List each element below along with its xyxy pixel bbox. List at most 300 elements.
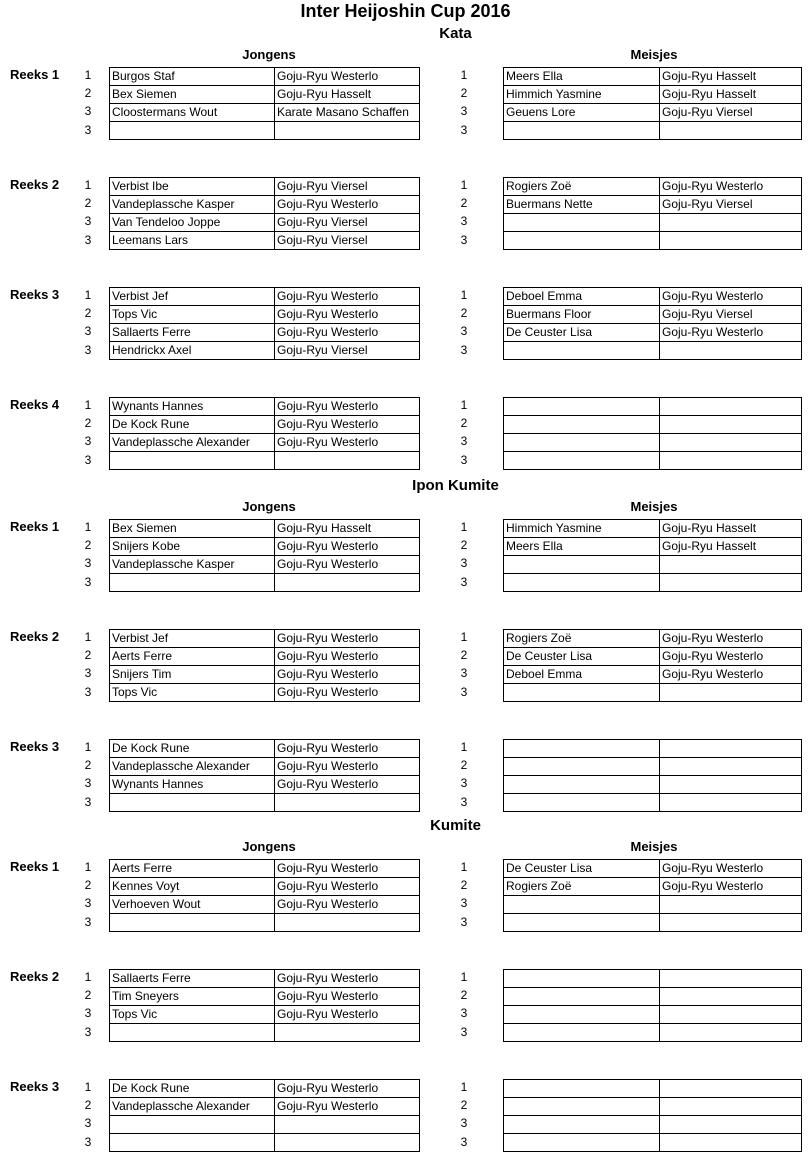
girls-rank-number: 3: [460, 666, 468, 681]
club-name: [275, 914, 420, 932]
club-name: Goju-Ryu Westerlo: [275, 416, 420, 434]
table-row: [110, 68, 420, 86]
girls-rank-number: 3: [460, 324, 468, 339]
club-name: Goju-Ryu Westerlo: [275, 648, 420, 666]
competitor-name: Cloostermans Wout: [110, 104, 275, 122]
table-row: [110, 684, 420, 702]
boys-rank-number: 2: [84, 1098, 92, 1113]
competitor-name: Wynants Hannes: [110, 398, 275, 416]
club-name: [660, 1024, 802, 1042]
table-row: [504, 970, 802, 988]
boys-rank-number: 3: [84, 214, 92, 229]
boys-rank-number: 3: [84, 896, 92, 911]
table-row: [504, 684, 802, 702]
table-row: [110, 342, 420, 360]
club-name: [660, 416, 802, 434]
competitor-name: Sallaerts Ferre: [110, 970, 275, 988]
table-row: [110, 434, 420, 452]
club-name: Goju-Ryu Westerlo: [275, 398, 420, 416]
boys-rank-number: 2: [84, 538, 92, 553]
girls-results-table: [503, 859, 802, 932]
reeks-label: Reeks 3: [10, 287, 60, 302]
club-name: Goju-Ryu Westerlo: [275, 758, 420, 776]
club-name: [275, 574, 420, 592]
boys-rank-number: 3: [84, 556, 92, 571]
table-row: [110, 648, 420, 666]
girls-label: Meisjes: [630, 499, 678, 514]
table-row: [110, 988, 420, 1006]
club-name: Goju-Ryu Viersel: [275, 232, 420, 250]
boys-rank-number: 1: [84, 520, 92, 534]
table-row: [504, 520, 802, 538]
competitor-name: Tops Vic: [110, 306, 275, 324]
table-row: [110, 538, 420, 556]
girls-rank-number: 3: [460, 104, 468, 119]
table-row: [504, 288, 802, 306]
club-name: Goju-Ryu Westerlo: [275, 1098, 420, 1116]
club-name: Goju-Ryu Westerlo: [660, 324, 802, 342]
girls-rank-number: 3: [460, 1134, 468, 1149]
boys-results-table: [109, 859, 420, 932]
boys-rank-number: 3: [84, 324, 92, 339]
table-row: [110, 896, 420, 914]
club-name: Goju-Ryu Hasselt: [660, 86, 802, 104]
competitor-name: [504, 342, 660, 360]
competitor-name: Verbist Ibe: [110, 178, 275, 196]
boys-label: Jongens: [242, 839, 296, 854]
table-row: [504, 860, 802, 878]
boys-rank-number: 3: [84, 452, 92, 467]
girls-rank-number: 3: [460, 1116, 468, 1131]
table-row: [504, 1024, 802, 1042]
club-name: [660, 1098, 802, 1116]
girls-rank-number: 1: [460, 1080, 468, 1094]
table-row: [504, 196, 802, 214]
club-name: [660, 794, 802, 812]
club-name: [660, 776, 802, 794]
club-name: Goju-Ryu Hasselt: [275, 520, 420, 538]
club-name: [275, 1024, 420, 1042]
club-name: [275, 122, 420, 140]
table-row: [504, 914, 802, 932]
club-name: Goju-Ryu Viersel: [660, 104, 802, 122]
competitor-name: [110, 574, 275, 592]
table-row: [504, 452, 802, 470]
boys-rank-number: 3: [84, 342, 92, 357]
competitor-name: De Ceuster Lisa: [504, 860, 660, 878]
boys-rank-number: 3: [84, 232, 92, 247]
girls-rank-number: 1: [460, 860, 468, 874]
table-row: [110, 970, 420, 988]
table-row: [504, 86, 802, 104]
boys-rank-number: 1: [84, 178, 92, 192]
table-row: [110, 1024, 420, 1042]
page-title: Inter Heijoshin Cup 2016: [300, 1, 511, 21]
club-name: Goju-Ryu Westerlo: [660, 648, 802, 666]
table-row: [504, 1134, 802, 1152]
competitor-name: Buermans Floor: [504, 306, 660, 324]
boys-label: Jongens: [242, 47, 296, 62]
boys-rank-number: 1: [84, 630, 92, 644]
boys-rank-number: 1: [84, 1080, 92, 1094]
club-name: [660, 914, 802, 932]
girls-rank-number: 2: [460, 196, 468, 211]
club-name: [660, 758, 802, 776]
competitor-name: [504, 914, 660, 932]
club-name: Goju-Ryu Hasselt: [275, 86, 420, 104]
competitor-name: [504, 1134, 660, 1152]
girls-rank-number: 3: [460, 232, 468, 247]
competitor-name: Kennes Voyt: [110, 878, 275, 896]
club-name: [660, 1080, 802, 1098]
club-name: Goju-Ryu Westerlo: [660, 666, 802, 684]
table-row: [504, 878, 802, 896]
girls-rank-number: 2: [460, 648, 468, 663]
girls-rank-number: 3: [460, 684, 468, 699]
table-row: [504, 740, 802, 758]
club-name: Goju-Ryu Westerlo: [275, 776, 420, 794]
club-name: [660, 988, 802, 1006]
club-name: Goju-Ryu Westerlo: [275, 434, 420, 452]
club-name: [660, 970, 802, 988]
table-row: [110, 740, 420, 758]
competitor-name: Sallaerts Ferre: [110, 324, 275, 342]
table-row: [504, 178, 802, 196]
competitor-name: Himmich Yasmine: [504, 520, 660, 538]
reeks-label: Reeks 1: [10, 519, 60, 534]
boys-rank-number: 1: [84, 68, 92, 82]
table-row: [504, 648, 802, 666]
girls-rank-number: 3: [460, 214, 468, 229]
club-name: Goju-Ryu Westerlo: [275, 306, 420, 324]
club-name: Goju-Ryu Westerlo: [275, 666, 420, 684]
table-row: [504, 1098, 802, 1116]
table-row: [504, 896, 802, 914]
boys-rank-number: 2: [84, 878, 92, 893]
boys-results-table: [109, 969, 420, 1042]
competitor-name: Van Tendeloo Joppe: [110, 214, 275, 232]
competitor-name: [504, 776, 660, 794]
girls-results-table: [503, 397, 802, 470]
table-row: [504, 556, 802, 574]
table-row: [504, 232, 802, 250]
competitor-name: [504, 758, 660, 776]
boys-results-table: [109, 287, 420, 360]
competitor-name: [504, 574, 660, 592]
table-row: [110, 758, 420, 776]
club-name: Goju-Ryu Westerlo: [660, 630, 802, 648]
table-row: [504, 538, 802, 556]
table-row: [110, 1134, 420, 1152]
boys-rank-number: 1: [84, 860, 92, 874]
club-name: Goju-Ryu Westerlo: [275, 896, 420, 914]
table-row: [504, 68, 802, 86]
competitor-name: De Ceuster Lisa: [504, 324, 660, 342]
club-name: Goju-Ryu Westerlo: [275, 878, 420, 896]
competitor-name: Wynants Hannes: [110, 776, 275, 794]
competitor-name: [110, 452, 275, 470]
club-name: [660, 342, 802, 360]
competitor-name: Burgos Staf: [110, 68, 275, 86]
club-name: Goju-Ryu Viersel: [275, 178, 420, 196]
club-name: Goju-Ryu Westerlo: [275, 196, 420, 214]
boys-rank-number: 2: [84, 306, 92, 321]
boys-rank-number: 1: [84, 288, 92, 302]
girls-rank-number: 3: [460, 914, 468, 929]
table-row: [504, 988, 802, 1006]
reeks-label: Reeks 1: [10, 67, 60, 82]
club-name: [660, 1006, 802, 1024]
competitor-name: De Kock Rune: [110, 416, 275, 434]
girls-rank-number: 1: [460, 398, 468, 412]
boys-rank-number: 3: [84, 1134, 92, 1149]
table-row: [504, 794, 802, 812]
club-name: Goju-Ryu Viersel: [275, 214, 420, 232]
competitor-name: Tim Sneyers: [110, 988, 275, 1006]
girls-rank-number: 2: [460, 988, 468, 1003]
reeks-label: Reeks 3: [10, 739, 60, 754]
competitor-name: [504, 794, 660, 812]
competitor-name: Aerts Ferre: [110, 860, 275, 878]
club-name: [660, 684, 802, 702]
table-row: [504, 342, 802, 360]
competitor-name: Rogiers Zoë: [504, 878, 660, 896]
table-row: [110, 794, 420, 812]
club-name: Goju-Ryu Westerlo: [275, 684, 420, 702]
girls-results-table: [503, 177, 802, 250]
table-row: [110, 1098, 420, 1116]
club-name: Goju-Ryu Westerlo: [275, 740, 420, 758]
boys-rank-number: 1: [84, 398, 92, 412]
competitor-name: Verbist Jef: [110, 288, 275, 306]
table-row: [504, 666, 802, 684]
competitor-name: Tops Vic: [110, 1006, 275, 1024]
girls-label: Meisjes: [630, 839, 678, 854]
club-name: Goju-Ryu Westerlo: [275, 556, 420, 574]
boys-rank-number: 3: [84, 434, 92, 449]
club-name: Goju-Ryu Westerlo: [275, 630, 420, 648]
table-row: [110, 1006, 420, 1024]
competitor-name: [504, 452, 660, 470]
competitor-name: Vandeplassche Alexander: [110, 1098, 275, 1116]
girls-rank-number: 3: [460, 776, 468, 791]
girls-rank-number: 3: [460, 896, 468, 911]
boys-label: Jongens: [242, 499, 296, 514]
table-row: [110, 914, 420, 932]
club-name: Goju-Ryu Westerlo: [275, 1080, 420, 1098]
competitor-name: Bex Siemen: [110, 86, 275, 104]
competitor-name: [110, 1024, 275, 1042]
boys-rank-number: 2: [84, 416, 92, 431]
girls-rank-number: 2: [460, 306, 468, 321]
table-row: [110, 86, 420, 104]
girls-label: Meisjes: [630, 47, 678, 62]
girls-rank-number: 2: [460, 86, 468, 101]
club-name: Karate Masano Schaffen: [275, 104, 420, 122]
table-row: [504, 776, 802, 794]
girls-rank-number: 2: [460, 878, 468, 893]
girls-rank-number: 3: [460, 122, 468, 137]
club-name: Goju-Ryu Westerlo: [275, 970, 420, 988]
club-name: [275, 452, 420, 470]
club-name: Goju-Ryu Westerlo: [660, 288, 802, 306]
girls-rank-number: 3: [460, 556, 468, 571]
girls-results-table: [503, 969, 802, 1042]
table-row: [110, 232, 420, 250]
competitor-name: [504, 1098, 660, 1116]
reeks-label: Reeks 2: [10, 969, 60, 984]
boys-rank-number: 2: [84, 758, 92, 773]
club-name: [660, 232, 802, 250]
girls-results-table: [503, 1079, 802, 1152]
table-row: [110, 878, 420, 896]
competitor-name: Aerts Ferre: [110, 648, 275, 666]
table-row: [110, 178, 420, 196]
boys-rank-number: 3: [84, 776, 92, 791]
girls-rank-number: 2: [460, 1098, 468, 1113]
competitor-name: Vandeplassche Alexander: [110, 434, 275, 452]
club-name: Goju-Ryu Hasselt: [660, 520, 802, 538]
table-row: [504, 306, 802, 324]
competitor-name: Hendrickx Axel: [110, 342, 275, 360]
club-name: [660, 740, 802, 758]
boys-results-table: [109, 629, 420, 702]
competitor-name: Leemans Lars: [110, 232, 275, 250]
boys-results-table: [109, 67, 420, 140]
competitor-name: De Kock Rune: [110, 740, 275, 758]
section-title: Ipon Kumite: [412, 477, 499, 494]
club-name: Goju-Ryu Hasselt: [660, 538, 802, 556]
table-row: [504, 630, 802, 648]
boys-results-table: [109, 739, 420, 812]
table-row: [110, 630, 420, 648]
club-name: Goju-Ryu Westerlo: [275, 324, 420, 342]
competitor-name: [504, 232, 660, 250]
competitor-name: [504, 556, 660, 574]
competitor-name: [110, 122, 275, 140]
table-row: [504, 324, 802, 342]
reeks-label: Reeks 2: [10, 177, 60, 192]
table-row: [504, 214, 802, 232]
competitor-name: [504, 398, 660, 416]
competitor-name: [110, 794, 275, 812]
competitor-name: Verbist Jef: [110, 630, 275, 648]
table-row: [504, 416, 802, 434]
competitor-name: [504, 1024, 660, 1042]
club-name: [660, 434, 802, 452]
competitor-name: [504, 740, 660, 758]
competitor-name: [504, 122, 660, 140]
girls-rank-number: 3: [460, 434, 468, 449]
competitor-name: Buermans Nette: [504, 196, 660, 214]
club-name: Goju-Ryu Westerlo: [660, 878, 802, 896]
table-row: [110, 776, 420, 794]
boys-results-table: [109, 177, 420, 250]
table-row: [504, 398, 802, 416]
competitor-name: [504, 416, 660, 434]
club-name: [660, 122, 802, 140]
competitor-name: [504, 896, 660, 914]
table-row: [504, 122, 802, 140]
table-row: [110, 860, 420, 878]
table-row: [110, 1116, 420, 1134]
club-name: [660, 214, 802, 232]
club-name: Goju-Ryu Westerlo: [275, 68, 420, 86]
competitor-name: Deboel Emma: [504, 666, 660, 684]
competitor-name: [504, 1006, 660, 1024]
girls-rank-number: 2: [460, 538, 468, 553]
competitor-name: Vandeplassche Kasper: [110, 196, 275, 214]
girls-rank-number: 1: [460, 630, 468, 644]
competitor-name: Verhoeven Wout: [110, 896, 275, 914]
competitor-name: [504, 434, 660, 452]
competitor-name: Deboel Emma: [504, 288, 660, 306]
club-name: Goju-Ryu Viersel: [275, 342, 420, 360]
club-name: [660, 896, 802, 914]
girls-results-table: [503, 67, 802, 140]
reeks-label: Reeks 1: [10, 859, 60, 874]
club-name: [275, 1134, 420, 1152]
competitor-name: [504, 684, 660, 702]
boys-rank-number: 3: [84, 1024, 92, 1039]
competitor-name: Bex Siemen: [110, 520, 275, 538]
boys-rank-number: 3: [84, 1006, 92, 1021]
competitor-name: Himmich Yasmine: [504, 86, 660, 104]
competitor-name: [504, 988, 660, 1006]
competitor-name: [110, 914, 275, 932]
girls-rank-number: 3: [460, 1006, 468, 1021]
club-name: Goju-Ryu Hasselt: [660, 68, 802, 86]
competitor-name: De Kock Rune: [110, 1080, 275, 1098]
boys-rank-number: 3: [84, 104, 92, 119]
boys-results-table: [109, 1079, 420, 1152]
girls-rank-number: 1: [460, 740, 468, 754]
girls-results-table: [503, 739, 802, 812]
competitor-name: [504, 970, 660, 988]
club-name: [660, 574, 802, 592]
table-row: [110, 122, 420, 140]
girls-rank-number: 3: [460, 1024, 468, 1039]
boys-results-table: [109, 397, 420, 470]
club-name: [660, 1134, 802, 1152]
competitor-name: Snijers Tim: [110, 666, 275, 684]
competitor-name: Snijers Kobe: [110, 538, 275, 556]
section-title: Kata: [439, 25, 472, 42]
boys-rank-number: 3: [84, 574, 92, 589]
section-title: Kumite: [430, 817, 481, 834]
girls-rank-number: 1: [460, 178, 468, 192]
boys-rank-number: 2: [84, 648, 92, 663]
table-row: [110, 214, 420, 232]
girls-rank-number: 1: [460, 288, 468, 302]
boys-rank-number: 3: [84, 666, 92, 681]
boys-rank-number: 3: [84, 122, 92, 137]
table-row: [110, 306, 420, 324]
competitor-name: Meers Ella: [504, 538, 660, 556]
girls-results-table: [503, 629, 802, 702]
table-row: [110, 556, 420, 574]
club-name: [275, 1116, 420, 1134]
boys-rank-number: 3: [84, 1116, 92, 1131]
competitor-name: Meers Ella: [504, 68, 660, 86]
boys-rank-number: 3: [84, 914, 92, 929]
competitor-name: Vandeplassche Alexander: [110, 758, 275, 776]
competitor-name: Geuens Lore: [504, 104, 660, 122]
competitor-name: Tops Vic: [110, 684, 275, 702]
table-row: [504, 434, 802, 452]
competitor-name: Vandeplassche Kasper: [110, 556, 275, 574]
competitor-name: [504, 214, 660, 232]
